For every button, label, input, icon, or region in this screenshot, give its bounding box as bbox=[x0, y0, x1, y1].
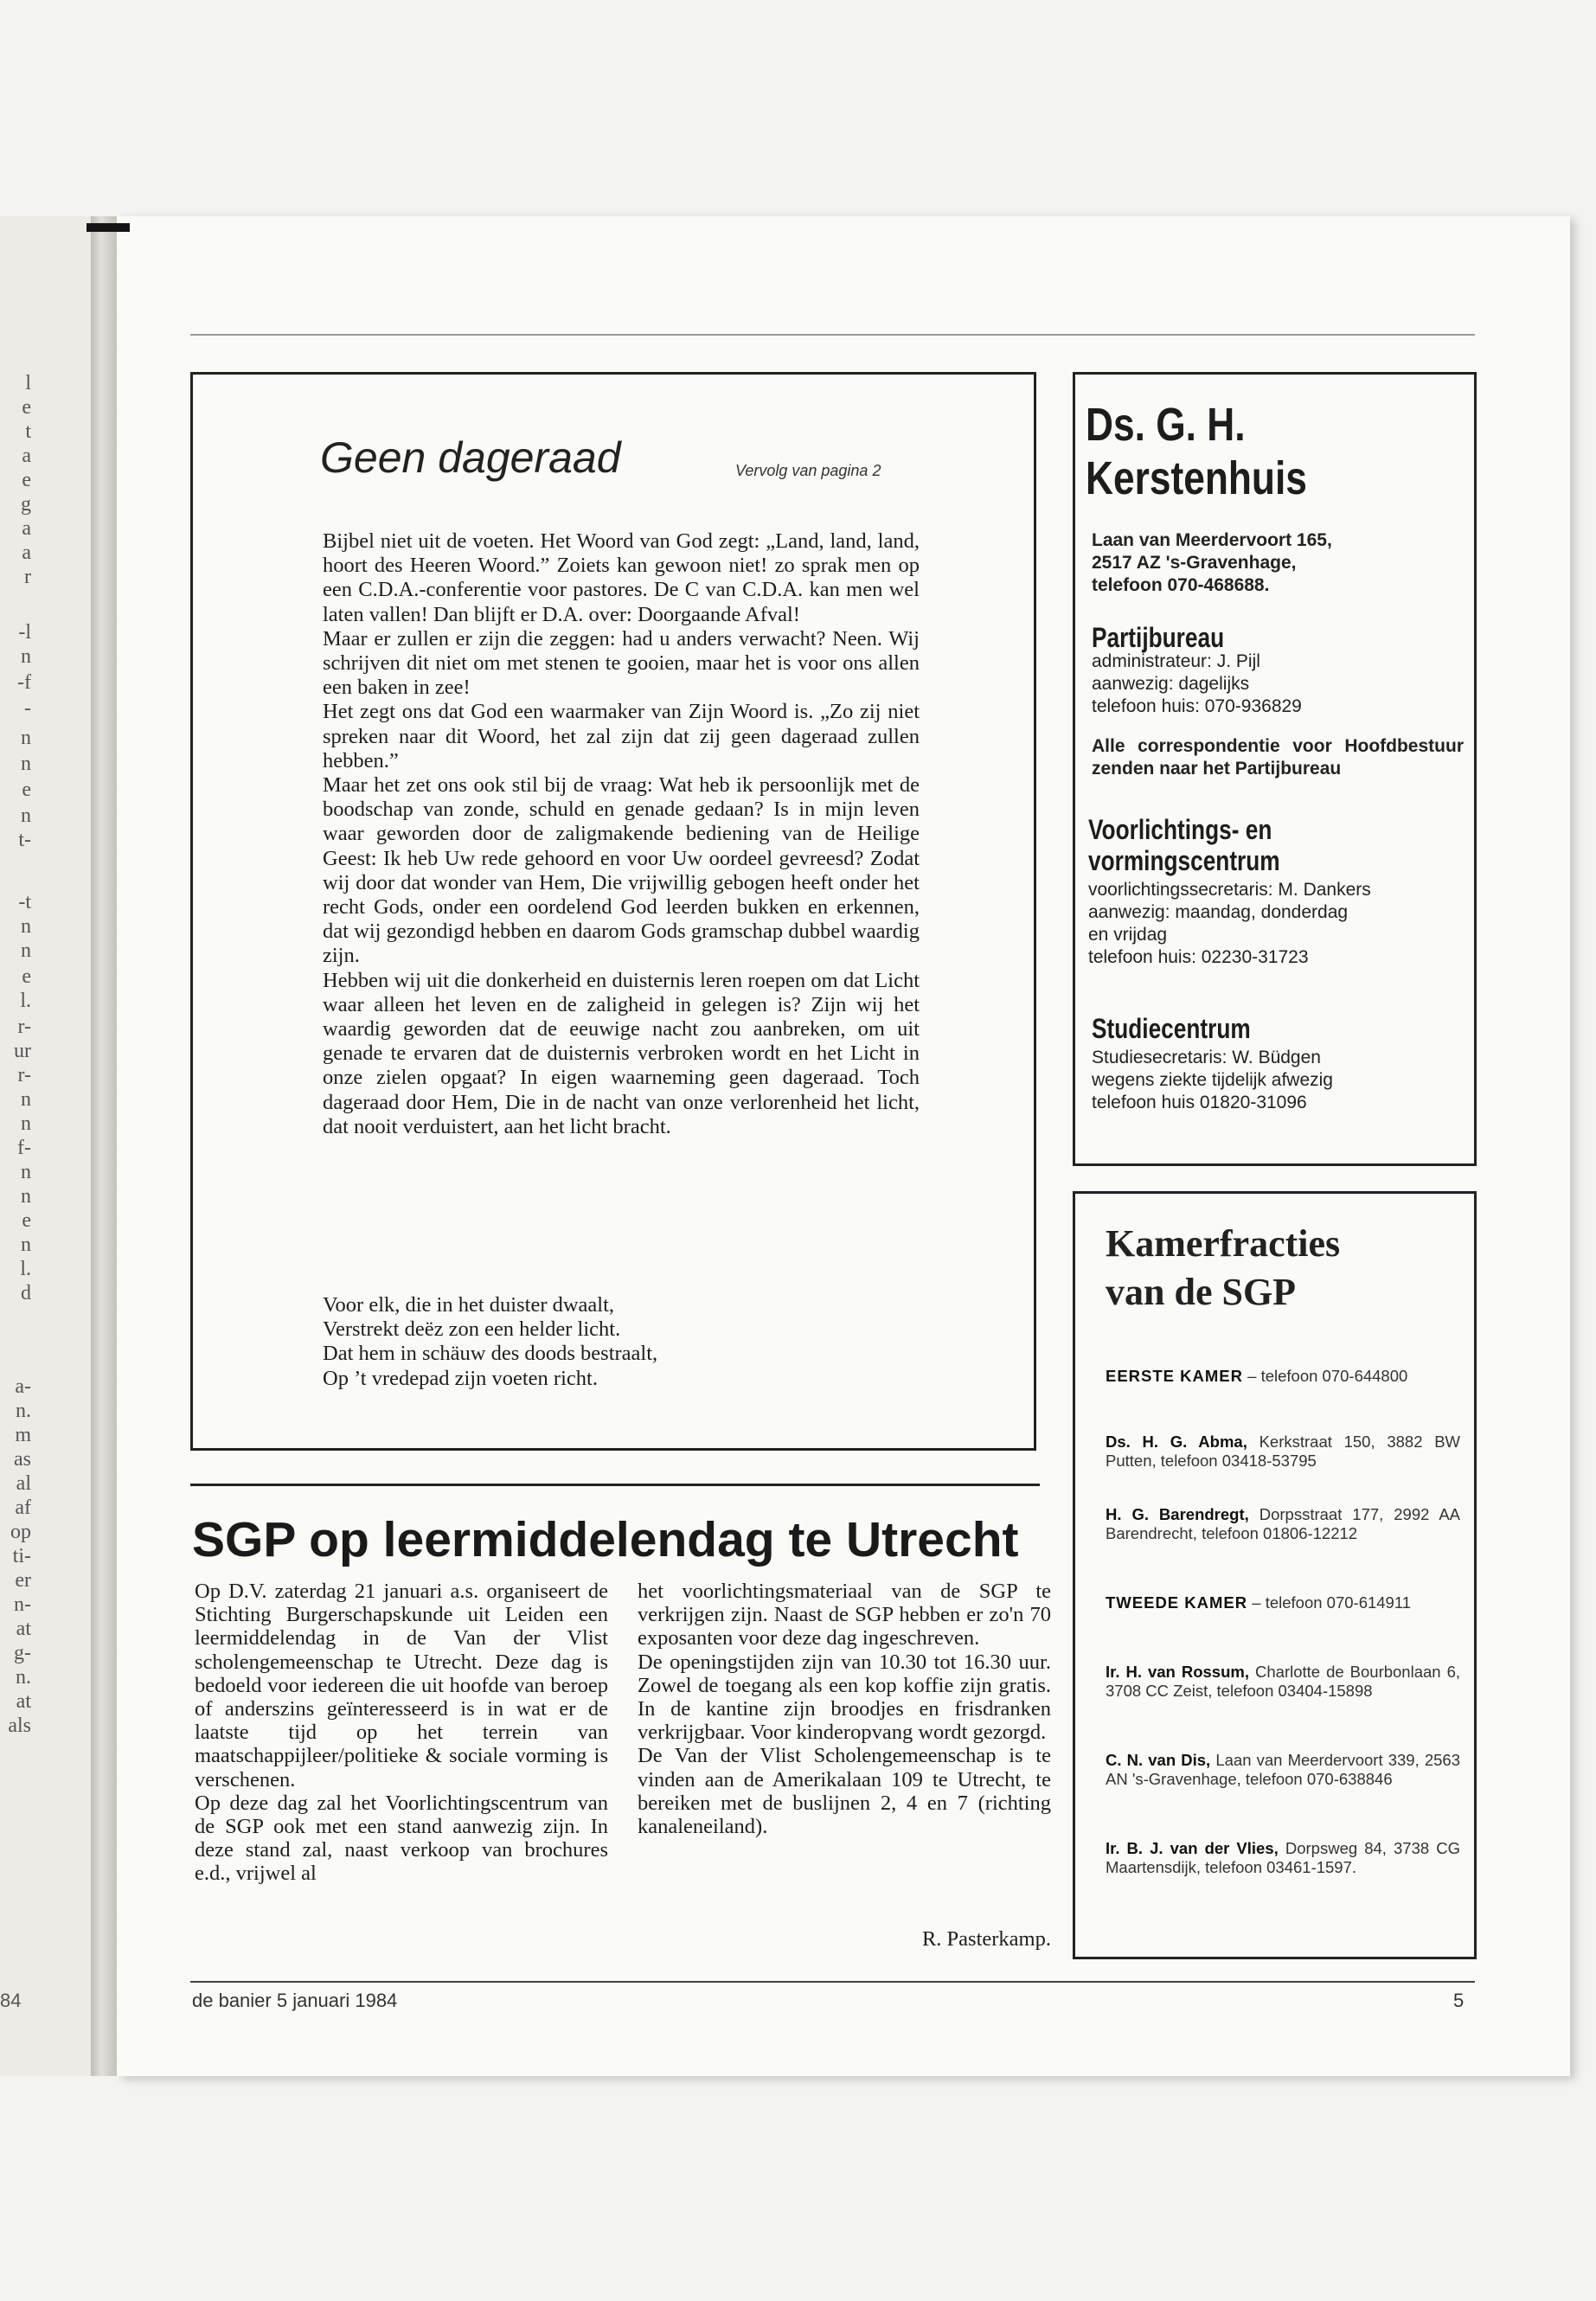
member-name: Ir. B. J. van der Vlies, bbox=[1106, 1839, 1279, 1857]
left-page-fragment: a bbox=[22, 445, 31, 467]
left-page-fragment: n bbox=[21, 753, 31, 775]
fractions-title-line1: Kamerfracties bbox=[1106, 1222, 1341, 1265]
left-page-fragment: e bbox=[22, 1209, 31, 1232]
sgp-article-rule bbox=[190, 1484, 1040, 1486]
sgp-article-title: SGP op leermiddelendag te Utrecht bbox=[192, 1512, 1019, 1567]
member-name: H. G. Barendregt, bbox=[1106, 1505, 1249, 1523]
poem-line: Verstrekt deëz zon een helder licht. bbox=[323, 1317, 621, 1342]
member-details: Kerkstraat 150, 3882 BW Putten, telefoon 03418-53795 bbox=[1106, 1433, 1461, 1470]
left-page-fragment: t bbox=[25, 420, 31, 443]
member-entry bbox=[1106, 1505, 1460, 1543]
article-paragraph: Het zegt ons dat God een waarmaker van Zijn Woord is. „Zo zij niet spreken naar dit Woord, het zal zijn dat zij geen dageraad zullen hebben.” bbox=[323, 700, 920, 772]
left-page-fragment: al bbox=[16, 1472, 31, 1495]
eerste-kamer-entry bbox=[1106, 1367, 1460, 1386]
article-paragraph: Hebben wij uit die donkerheid en duisternis leren roepen om dat Licht waar alleen het leven en de zaligheid in gelegen is? Zijn wij het waardig geworden dat de eeuwige nacht zou aanbreken, om uit genade te ervaren dat de duisternis verbroken wordt en het Licht in onze zielen opgaat? In eigen waarneming geen dageraad. Toch dageraad door Hem, Die in de nacht van onze verlorenheid het licht, dat nooit verduistert, aan het licht bracht. bbox=[323, 968, 920, 1138]
left-page-fragment: n. bbox=[16, 1666, 31, 1689]
left-page-fragment: e bbox=[22, 965, 31, 988]
sgp-article-column-1 bbox=[195, 1580, 608, 1886]
voorlichting-line: voorlichtingssecretaris: M. Dankers bbox=[1088, 880, 1371, 900]
left-page-fragment: t- bbox=[18, 829, 31, 851]
article-body bbox=[323, 529, 920, 1139]
article-paragraph: Bijbel niet uit de voeten. Het Woord van God zegt: „Land, land, land, hoort des Heeren Woord.” Zoiets kan gewoon niet! zo sprak men op een C.D.A.-conferentie voor pastores. De C van C.D.A. kan men wel laten vallen! Dan blijft er D.A. over: Doorgaande Afval! bbox=[323, 529, 920, 626]
tweede-kamer-label: TWEEDE KAMER bbox=[1106, 1593, 1248, 1612]
left-page-fragment: n bbox=[21, 1234, 31, 1256]
partijbureau-heading: Partijbureau bbox=[1092, 622, 1225, 653]
sgp-paragraph: De openingstijden zijn van 10.30 tot 16.30 uur. Zowel de toegang als een kop koffie zijn gratis. In de kantine zijn broodjes en frisdranken verkrijgbaar. Voor kinderopvang wordt gezorgd. bbox=[638, 1650, 1051, 1745]
left-page-fragment: n bbox=[21, 727, 31, 749]
address-line: 2517 AZ 's-Gravenhage, bbox=[1092, 553, 1297, 573]
address-line: telefoon 070-468688. bbox=[1092, 575, 1270, 595]
contact-name-line1: Ds. G. H. bbox=[1086, 399, 1246, 451]
left-page-fragment: r bbox=[24, 566, 31, 588]
left-page-fragment: - bbox=[24, 697, 31, 720]
left-page-fragment: r- bbox=[17, 1064, 31, 1086]
left-page-fragment: a- bbox=[15, 1375, 31, 1398]
left-page-fragment: af bbox=[15, 1497, 31, 1519]
left-page-fragment: at bbox=[16, 1618, 31, 1640]
left-page-fragment: a bbox=[22, 517, 31, 540]
article-paragraph: Maar het zet ons ook stil bij de vraag: Wat heb ik persoonlijk met de boodschap van zonde, schuld en genade gedaan? Is in mijn leven waar geworden door de zaligmakende bediening van de Heilige Geest: Ik heb Uw rede gehoord en voor Uw oordeel gevreesd? Zodat wij door dat wonder van Hem, Die vrijwillig gebogen heeft onder het recht Gods, onder een oordelend God leerden bukken en erkennen, dat wij gezondigd hebben en daarom Gods gramschap dubbel waardig zijn. bbox=[323, 773, 920, 968]
left-page-fragment: l. bbox=[20, 990, 31, 1012]
left-page-fragment: n bbox=[21, 1161, 31, 1183]
left-page-fragment: op bbox=[10, 1521, 31, 1543]
eerste-kamer-label: EERSTE KAMER bbox=[1106, 1367, 1243, 1385]
left-page-fragment: at bbox=[16, 1690, 31, 1713]
partijbureau-note: Alle correspondentie voor Hoofdbestuur zenden naar het Partijbureau bbox=[1092, 736, 1464, 779]
member-entry bbox=[1106, 1663, 1460, 1701]
left-page-footer-fragment: 84 bbox=[0, 1990, 22, 2011]
footer-publication: de banier 5 januari 1984 bbox=[192, 1990, 398, 2011]
left-page-fragment: n bbox=[21, 1088, 31, 1111]
studiecentrum-line: telefoon huis 01820-31096 bbox=[1092, 1093, 1307, 1112]
member-name: Ds. H. G. Abma, bbox=[1106, 1433, 1247, 1451]
partijbureau-line: aanwezig: dagelijks bbox=[1092, 674, 1250, 694]
sgp-article-signature: R. Pasterkamp. bbox=[921, 1927, 1051, 1951]
left-page-fragment: ti- bbox=[12, 1545, 31, 1567]
left-page-fragment: n bbox=[21, 1185, 31, 1208]
poem-line: Op ’t vredepad zijn voeten richt. bbox=[323, 1366, 598, 1390]
left-page-fragment: e bbox=[22, 469, 31, 491]
studiecentrum-details bbox=[1092, 1047, 1464, 1114]
member-details: Laan van Meerdervoort 339, 2563 AN 's-Gravenhage, telefoon 070-638846 bbox=[1106, 1751, 1460, 1788]
member-details: Dorpsweg 84, 3738 CG Maartensdijk, telefoon 03461-1597. bbox=[1106, 1839, 1460, 1876]
voorlichting-line: en vrijdag bbox=[1088, 925, 1168, 945]
member-details: Dorpsstraat 177, 2992 AA Barendrecht, telefoon 01806-12212 bbox=[1106, 1505, 1461, 1542]
left-page-fragment: er bbox=[15, 1569, 31, 1592]
sgp-paragraph: De Van der Vlist Scholengemeenschap is te vinden aan de Amerikalaan 109 te Utrecht, te bereiken met de buslijnen 2, 4 en 7 (richting kanaleneiland). bbox=[638, 1744, 1051, 1839]
voorlichting-line: telefoon huis: 02230-31723 bbox=[1088, 947, 1309, 967]
contact-address bbox=[1092, 529, 1464, 597]
voorlichting-heading-line1: Voorlichtings- en bbox=[1088, 814, 1272, 845]
page-number: 5 bbox=[1453, 1990, 1465, 2011]
book-spine bbox=[91, 216, 117, 2076]
spine-top-mark bbox=[87, 223, 130, 232]
sgp-paragraph: Op deze dag zal het Voorlichtingscentrum van de SGP ook met een stand aanwezig zijn. In deze stand zal, naast verkoop van brochures e.d., vrijwel al bbox=[195, 1791, 608, 1886]
article-paragraph: Maar er zullen er zijn die zeggen: had u anders verwacht? Neen. Wij schrijven dit niet om met stenen te gooien, maar het is voor ons allen een baken in zee! bbox=[323, 626, 920, 700]
continued-from-note: Vervolg van pagina 2 bbox=[735, 462, 881, 479]
left-page-fragment: g bbox=[21, 493, 31, 516]
member-name: C. N. van Dis, bbox=[1106, 1751, 1211, 1769]
tweede-kamer-phone: – telefoon 070-614911 bbox=[1252, 1593, 1412, 1612]
left-page-text-fragments bbox=[0, 372, 87, 2016]
tweede-kamer-entry bbox=[1106, 1593, 1460, 1612]
left-page-fragment: f- bbox=[17, 1137, 31, 1159]
left-page-fragment: n bbox=[21, 645, 31, 668]
partijbureau-details bbox=[1092, 651, 1464, 718]
poem-line: Voor elk, die in het duister dwaalt, bbox=[323, 1293, 615, 1317]
left-page-fragment: l. bbox=[20, 1258, 31, 1280]
left-page-fragment: n bbox=[21, 939, 31, 962]
top-rule bbox=[190, 334, 1475, 336]
sgp-article-column-2 bbox=[638, 1580, 1051, 1838]
left-page-fragment: n bbox=[21, 1112, 31, 1135]
voorlichting-heading-line2: vormingscentrum bbox=[1088, 845, 1280, 876]
left-page-fragment: e bbox=[22, 779, 31, 801]
voorlichting-line: aanwezig: maandag, donderdag bbox=[1088, 902, 1349, 922]
left-page-fragment: n bbox=[21, 804, 31, 827]
left-page-fragment: a bbox=[22, 542, 31, 564]
left-page-fragment: n bbox=[21, 915, 31, 938]
left-page-fragment: d bbox=[21, 1282, 31, 1304]
studiecentrum-heading: Studiecentrum bbox=[1092, 1013, 1251, 1044]
left-page-fragment: g- bbox=[14, 1642, 31, 1664]
partijbureau-line: administrateur: J. Pijl bbox=[1092, 651, 1260, 671]
left-page-fragment: als bbox=[8, 1715, 31, 1737]
left-page-fragment: ur bbox=[14, 1040, 31, 1062]
article-title: Geen dageraad bbox=[320, 433, 621, 482]
left-page-fragment: -l bbox=[18, 621, 31, 644]
left-page-fragment: m bbox=[15, 1424, 31, 1446]
contact-name-line2: Kerstenhuis bbox=[1086, 452, 1307, 504]
sgp-paragraph: Op D.V. zaterdag 21 januari a.s. organiseert de Stichting Burgerschapskunde uit Leiden een leermiddelendag in de Van der Vlist scholengemeenschap te Utrecht. Deze dag is bedoeld voor iedereen die uit hoofde van beroep of anderszins geïnteresseerd is in wat er de laatste tijd op het terrein van maatschappijleer/politieke & sociale vorming is verschenen. bbox=[195, 1580, 608, 1791]
left-page-fragment: r- bbox=[17, 1016, 31, 1038]
left-page-fragment: n- bbox=[14, 1593, 31, 1616]
member-entry bbox=[1106, 1751, 1460, 1789]
member-details: Charlotte de Bourbonlaan 6, 3708 CC Zeist, telefoon 03404-15898 bbox=[1106, 1663, 1461, 1700]
poem-line: Dat hem in schäuw des doods bestraalt, bbox=[323, 1342, 658, 1366]
eerste-kamer-phone: – telefoon 070-644800 bbox=[1247, 1367, 1408, 1385]
member-name: Ir. H. van Rossum, bbox=[1106, 1663, 1249, 1681]
address-line: Laan van Meerdervoort 165, bbox=[1092, 530, 1332, 550]
footer-rule bbox=[190, 1981, 1475, 1983]
studiecentrum-line: Studiesecretaris: W. Büdgen bbox=[1092, 1048, 1321, 1067]
studiecentrum-line: wegens ziekte tijdelijk afwezig bbox=[1092, 1070, 1333, 1090]
left-page-fragment: -f bbox=[17, 671, 31, 694]
sgp-paragraph: het voorlichtingsmateriaal van de SGP te verkrijgen zijn. Naast de SGP hebben er zo'n 70 exposanten voor deze dag ingeschreven. bbox=[638, 1580, 1051, 1650]
poem-verse bbox=[323, 1293, 920, 1391]
partijbureau-line: telefoon huis: 070-936829 bbox=[1092, 696, 1302, 716]
fractions-title-line2: van de SGP bbox=[1106, 1271, 1297, 1313]
member-entry bbox=[1106, 1839, 1460, 1877]
left-page-fragment: as bbox=[14, 1448, 31, 1471]
left-page-fragment: n. bbox=[16, 1400, 31, 1422]
member-entry bbox=[1106, 1433, 1460, 1471]
left-page-fragment: -t bbox=[18, 891, 31, 913]
left-page-fragment: l bbox=[25, 372, 31, 394]
left-page-fragment: e bbox=[22, 396, 31, 419]
voorlichting-details bbox=[1088, 879, 1465, 969]
